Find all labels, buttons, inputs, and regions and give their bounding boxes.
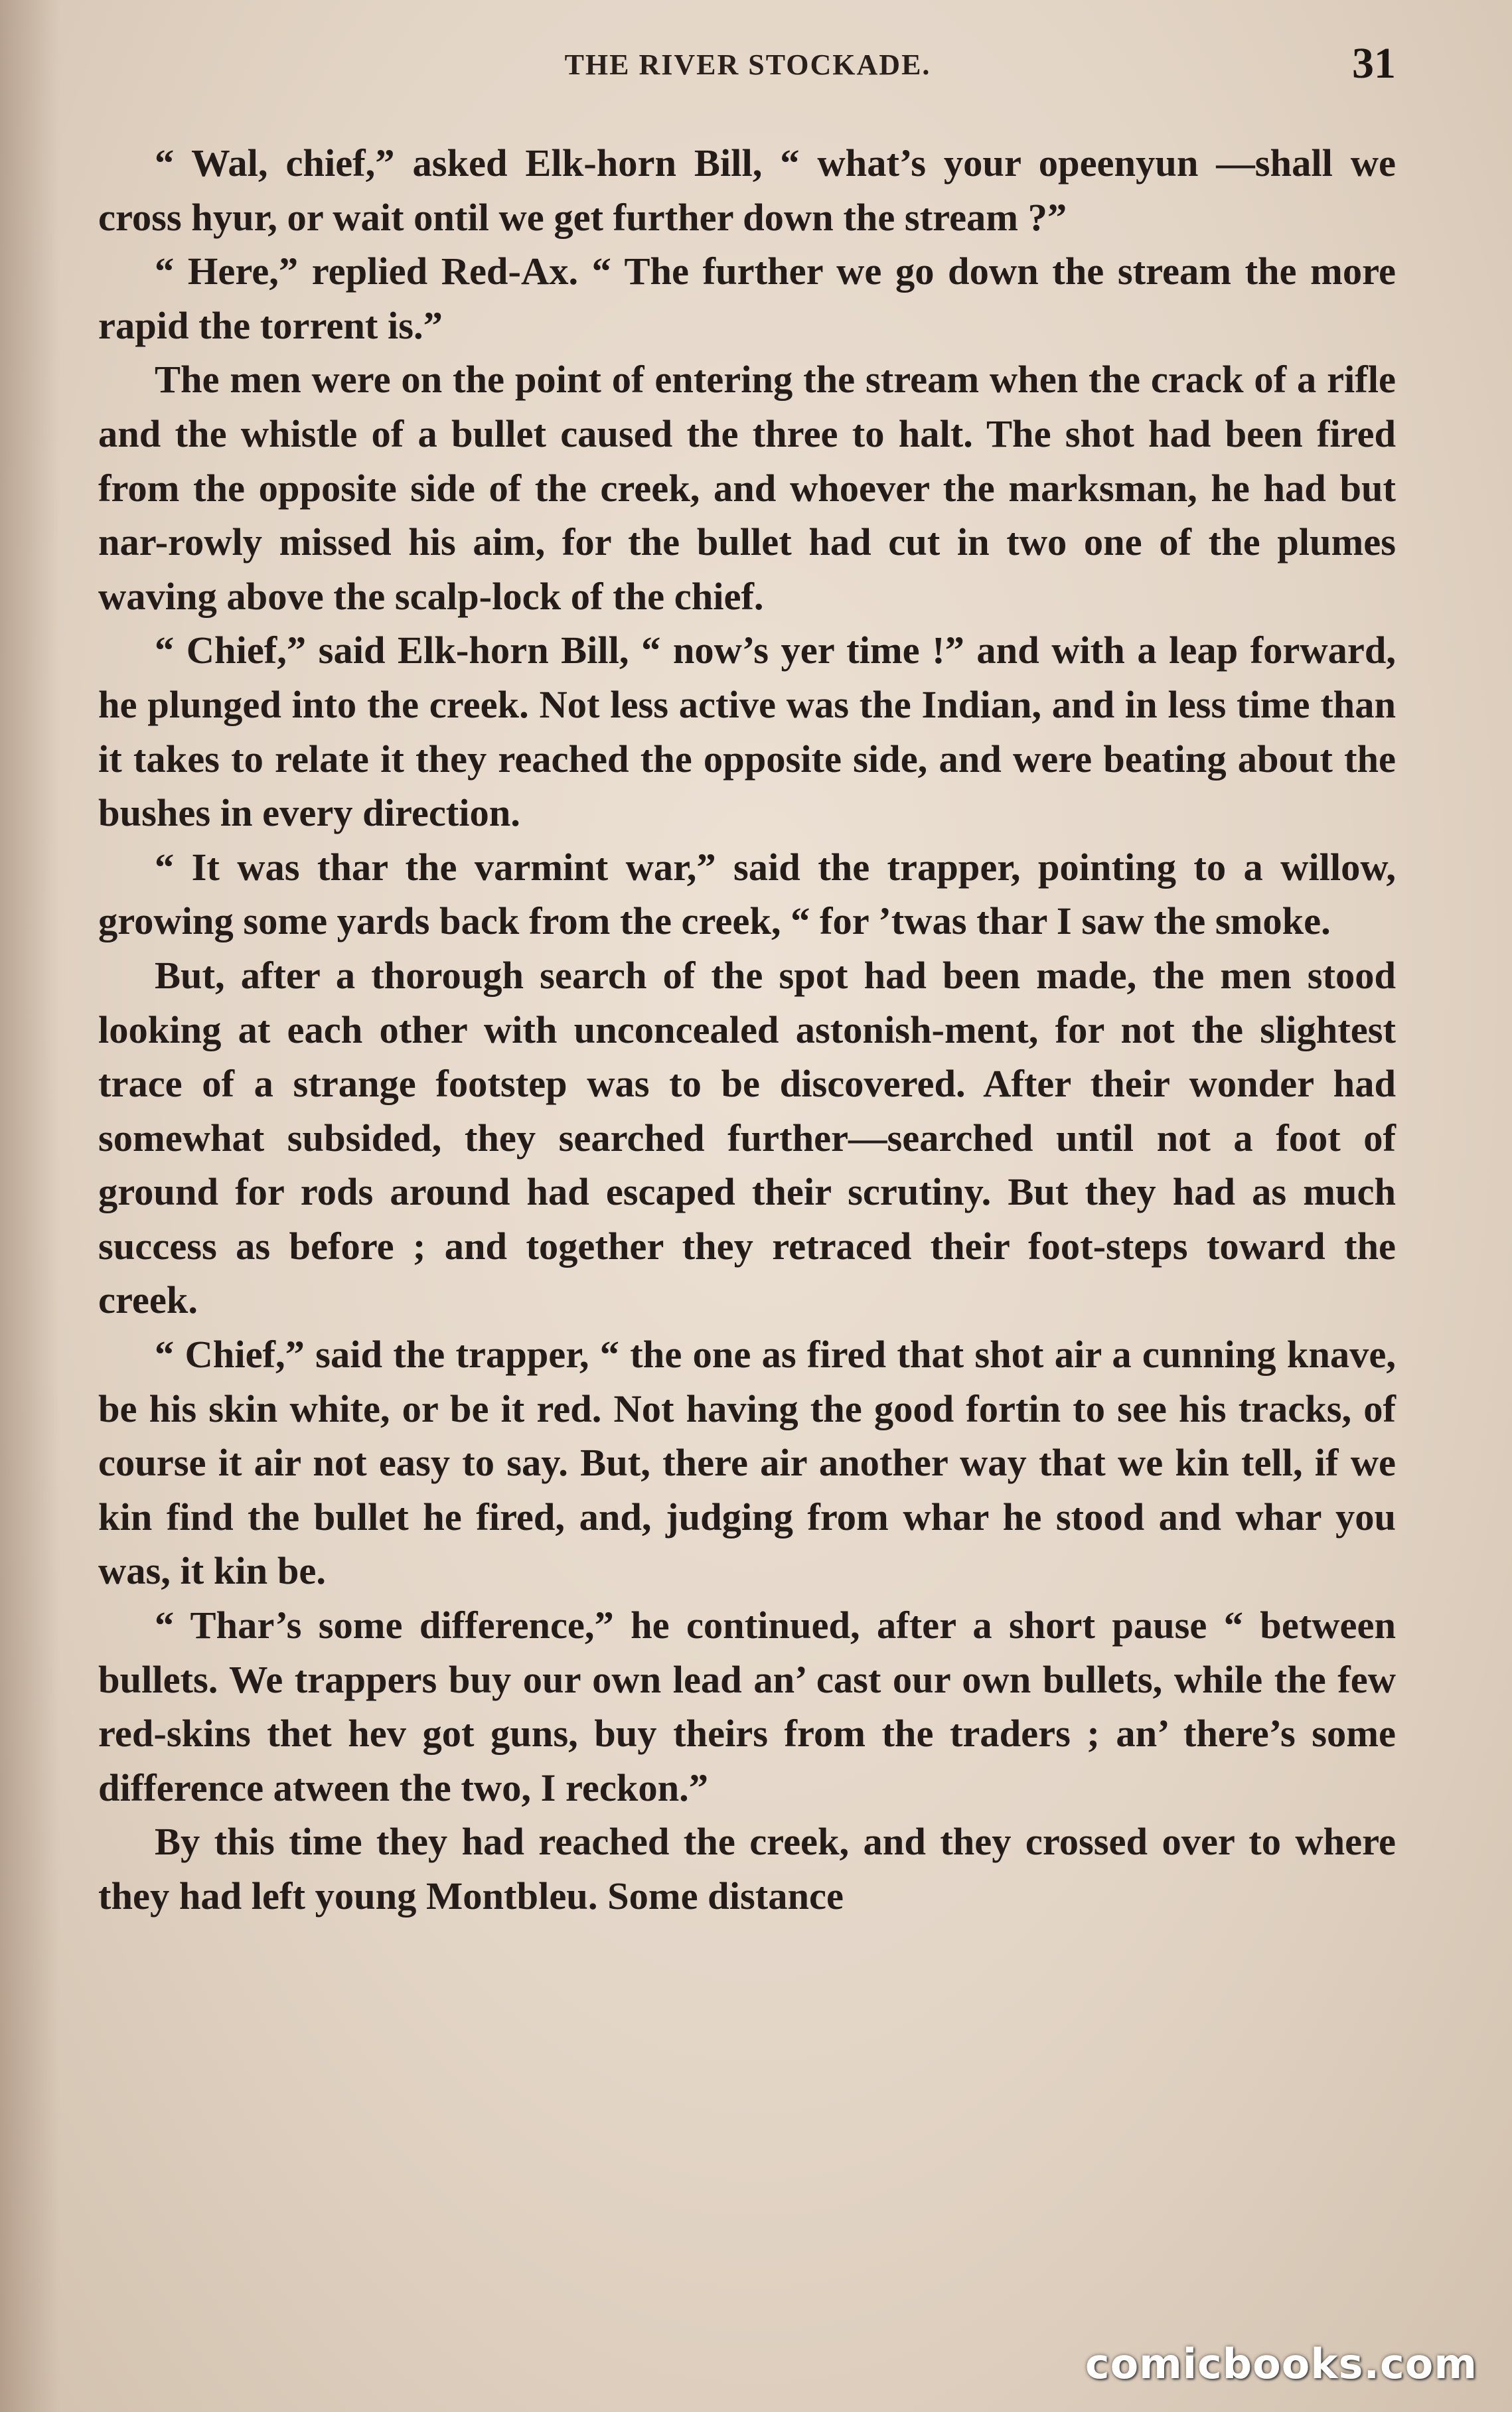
paragraph: The men were on the point of entering the stream when the crack of a rifle and the whistle of a bullet caused the three to halt. The shot had been fired from the opposite side of the creek, and whoever the marksman, he had but nar-rowly missed his aim, for the bullet had cut in two one of the plumes waving above the scalp-lock of the chief.: [98, 358, 1396, 618]
page-number: 31: [1352, 39, 1396, 88]
paragraph: “ Wal, chief,” asked Elk-horn Bill, “ what’s your opeenyun —shall we cross hyur, or wait ontil we get further down the stream ?”: [98, 141, 1396, 239]
paragraph: “ Here,” replied Red-Ax. “ The further we go down the stream the more rapid the torrent is.”: [98, 250, 1396, 347]
paragraph: “ It was thar the varmint war,” said the trapper, pointing to a willow, growing some yards back from the creek, “ for ’twas thar I saw the smoke.: [98, 845, 1396, 943]
paragraph: “ Thar’s some difference,” he continued, after a short pause “ between bullets. We trappers buy our own lead an’ cast our own bullets, while the few red-skins thet hev got guns, buy theirs from the traders ; an’ there’s some difference atween the two, I reckon.”: [98, 1604, 1396, 1809]
page-header: [100, 38, 1396, 92]
site-watermark: comicbooks.com: [1085, 2340, 1477, 2388]
paragraph: By this time they had reached the creek, and they crossed over to where they had left young Montbleu. Some distance: [98, 1820, 1396, 1918]
paragraph: “ Chief,” said Elk-horn Bill, “ now’s yer time !” and with a leap forward, he plunged into the creek. Not less active was the Indian, and in less time than it takes to relate it they reached the opposite side, and were beating about the bushes in every direction.: [98, 629, 1396, 835]
running-title: THE RIVER STOCKADE.: [564, 48, 931, 81]
paragraph: “ Chief,” said the trapper, “ the one as fired that shot air a cunning knave, be his skin white, or be it red. Not having the good fortin to see his tracks, of course it air not easy to say. But, there air another way that we kin tell, if we kin find the bullet he fired, and, judging from whar he stood and whar you was, it kin be.: [98, 1333, 1396, 1593]
body-text: [98, 136, 1396, 1923]
paragraph: But, after a thorough search of the spot had been made, the men stood looking at each other with unconcealed astonish-ment, for not the slightest trace of a strange footstep was to be discovered. After their wonder had somewhat subsided, they searched further—searched until not a foot of ground for rods around had escaped their scrutiny. But they had as much success as before ; and together they retraced their foot-steps toward the creek.: [98, 953, 1396, 1322]
